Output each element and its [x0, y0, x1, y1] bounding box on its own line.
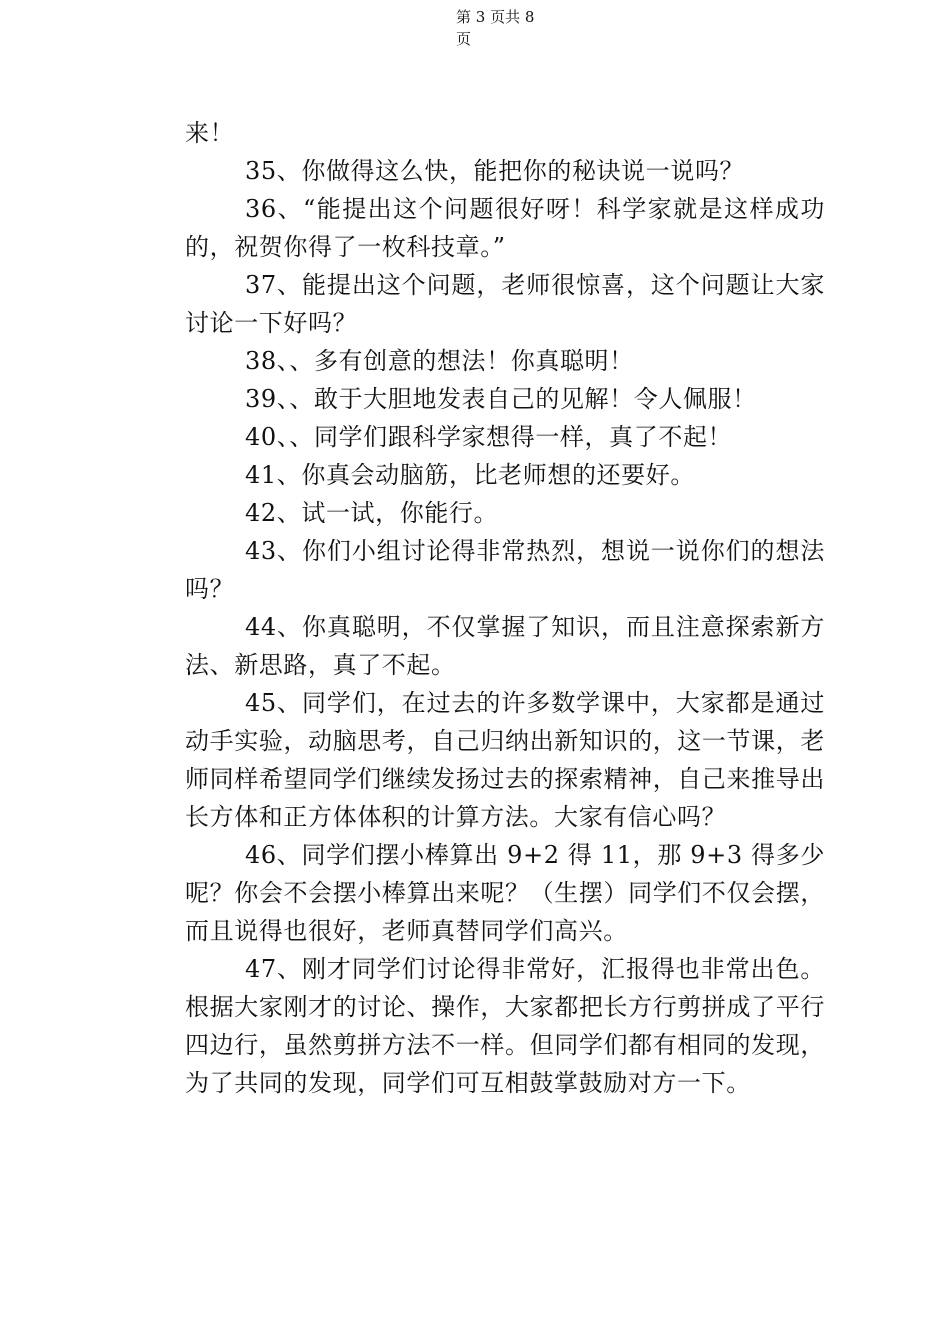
paragraph-item-36: 36、“能提出这个问题很好呀！科学家就是这样成功的，祝贺你得了一枚科技章。”	[185, 195, 825, 261]
paragraph-item-35: 35、你做得这么快，能把你的秘诀说一说吗？	[245, 157, 745, 185]
paragraph-item-41: 41、你真会动脑筋，比老师想的还要好。	[245, 461, 695, 489]
document-body	[185, 114, 825, 1102]
paragraph-item-47: 47、刚才同学们讨论得非常好，汇报得也非常出色。根据大家刚才的讨论、操作，大家都把长方行剪拼成了平行四边行，虽然剪拼方法不一样。但同学们都有相同的发现，为了共同的发现，同学们可互相鼓掌鼓励对方一下。	[185, 955, 825, 1097]
paragraph-item-44: 44、你真聪明，不仅掌握了知识，而且注意探索新方法、新思路，真了不起。	[185, 613, 825, 679]
paragraph-item-45: 45、同学们，在过去的许多数学课中，大家都是通过动手实验，动脑思考，自己归纳出新知识的，这一节课，老师同样希望同学们继续发扬过去的探索精神，自己来推导出长方体和正方体体积的计算方法。大家有信心吗？	[185, 689, 825, 831]
paragraph-item-46: 46、同学们摆小棒算出 9+2 得 11，那 9+3 得多少呢？你会不会摆小棒算出来呢？（生摆）同学们不仅会摆，而且说得也很好，老师真替同学们高兴。	[185, 841, 825, 945]
paragraph-continuation: 来！	[185, 119, 235, 147]
paragraph-item-38: 38、、多有创意的想法！你真聪明！	[245, 347, 634, 375]
paragraph-item-43: 43、你们小组讨论得非常热烈，想说一说你们的想法吗？	[185, 537, 825, 603]
paragraph-item-40: 40、、同学们跟科学家想得一样，真了不起！	[245, 423, 733, 451]
paragraph-item-37: 37、能提出这个问题，老师很惊喜，这个问题让大家讨论一下好吗？	[185, 271, 825, 337]
paragraph-item-39: 39、、敢于大胆地发表自己的见解！令人佩服！	[245, 385, 757, 413]
page-number-header: 第 3 页共 8 页	[456, 8, 535, 48]
paragraph-item-42: 42、试一试，你能行。	[245, 499, 499, 527]
